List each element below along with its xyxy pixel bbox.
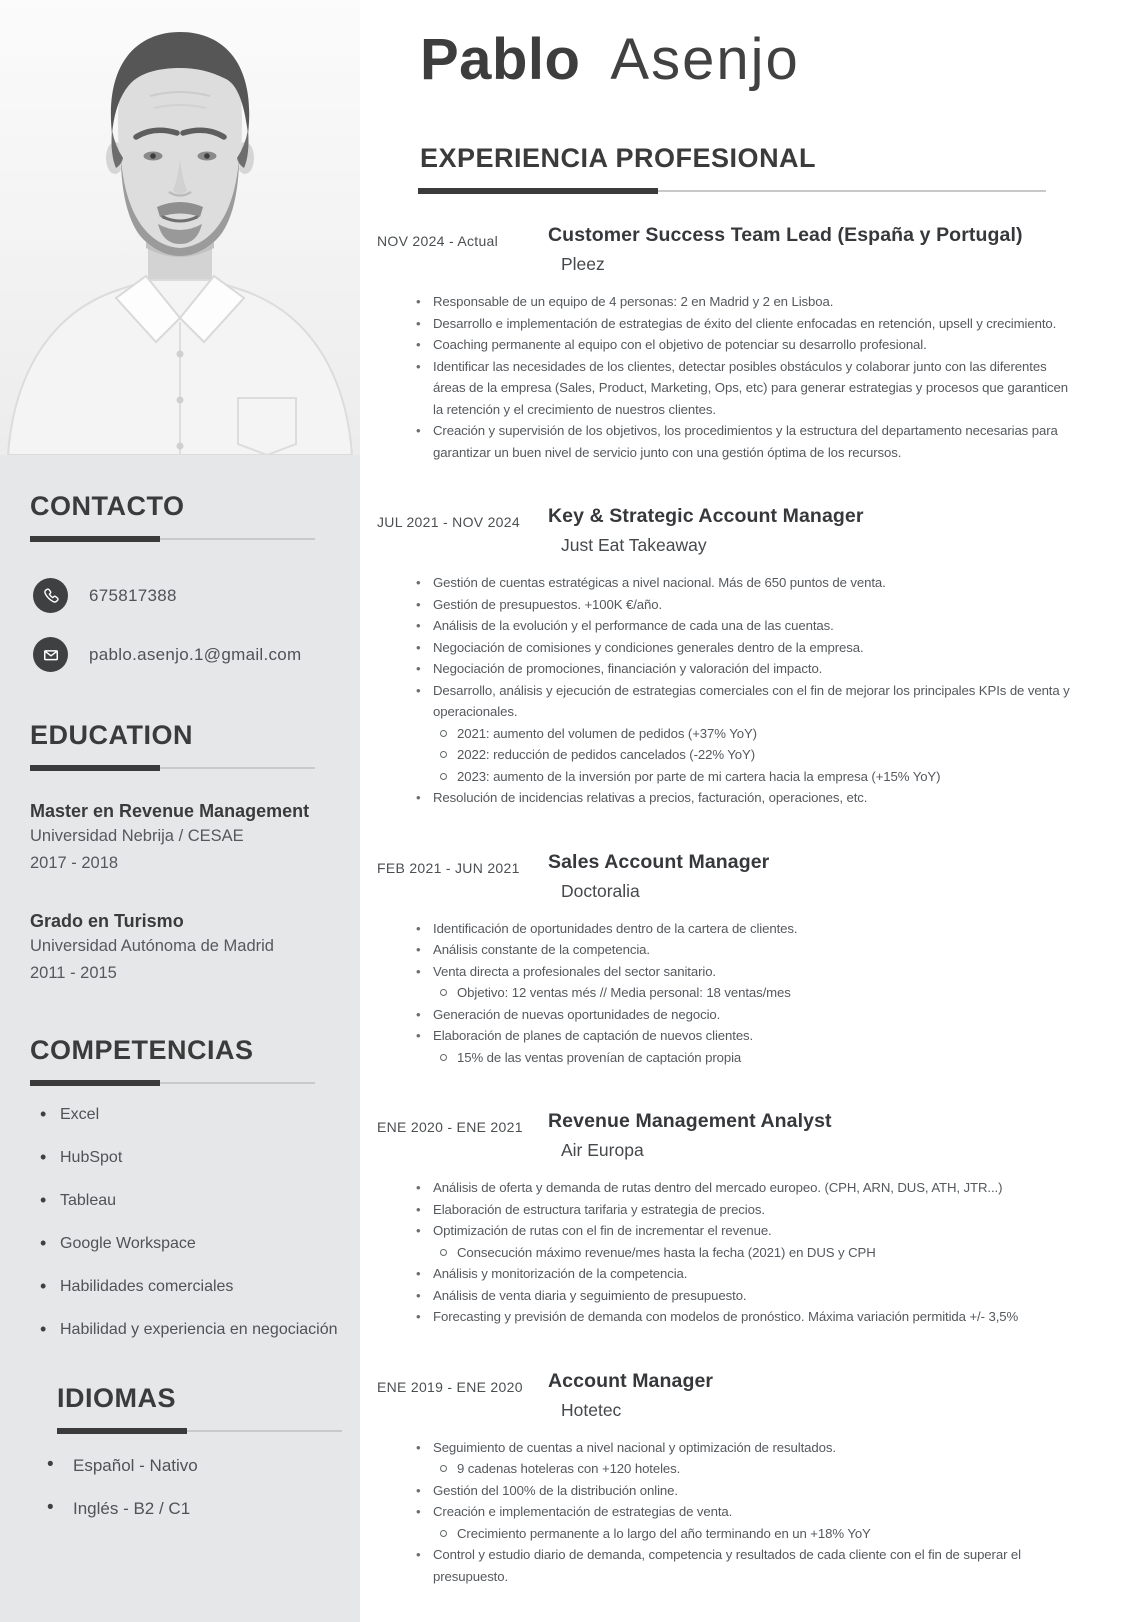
education-school: Universidad Nebrija / CESAE <box>30 827 244 845</box>
education-school: Universidad Autónoma de Madrid <box>30 937 274 955</box>
bullet-item: • Coaching permanente al equipo con el objetivo de potenciar su desarrollo profesional. <box>416 334 1075 356</box>
education-degree: Grado en Turismo <box>30 911 184 931</box>
bullet-item: • Análisis y monitorización de la competencia. <box>416 1263 1075 1285</box>
skill-item: • Excel <box>40 1106 348 1124</box>
sub-bullet-list <box>433 1458 1075 1480</box>
resume-main <box>360 0 1132 1622</box>
bullet-item: • Generación de nuevas oportunidades de negocio. <box>416 1004 1075 1026</box>
job-company: Hotetec <box>561 1399 622 1420</box>
job-company: Just Eat Takeaway <box>561 535 707 555</box>
education-years: 2011 - 2015 <box>30 964 117 982</box>
email-row <box>33 637 348 672</box>
job-header <box>360 1370 1132 1421</box>
sub-bullet-item: Crecimiento permanente a lo largo del año terminando en un +18% YoY <box>433 1523 1075 1545</box>
job-company: Doctoralia <box>561 880 640 901</box>
job-entry <box>360 1110 1132 1328</box>
first-name: Pablo <box>420 27 581 92</box>
job-company: Pleez <box>561 254 605 274</box>
bullet-item: • Negociación de promociones, financiación y valoración del impacto. <box>416 658 1075 680</box>
job-dates: FEB 2021 - JUN 2021 <box>377 859 520 876</box>
bullet-item: • Análisis constante de la competencia. <box>416 939 1075 961</box>
job-header <box>360 505 1132 556</box>
job-bullets <box>416 1437 1075 1588</box>
job-dates: ENE 2019 - ENE 2020 <box>377 1378 523 1395</box>
sub-bullet-list <box>433 1047 1075 1069</box>
sub-bullet-item: Objetivo: 12 ventas més // Media personal: 18 ventas/mes <box>433 982 1075 1004</box>
bullet-item: • Creación y supervisión de los objetivos, los procedimientos y la estructura del departamento necesarias para garantizar un buen nivel de servicio junto con una gestión óptima de los recursos. <box>416 420 1075 463</box>
job-dates: JUL 2021 - NOV 2024 <box>377 514 520 530</box>
bullet-item: • Creación e implementación de estrategias de venta. Crecimiento permanente a lo largo del año terminando en un +18% YoY <box>416 1501 1075 1544</box>
language-item: • Español - Nativo <box>47 1456 348 1475</box>
sidebar <box>0 0 360 1622</box>
sub-bullet-list <box>433 1242 1075 1264</box>
languages-rule <box>57 1428 342 1434</box>
experience-rule <box>418 188 1046 194</box>
sub-bullet-item: 15% de las ventas provenían de captación propia <box>433 1047 1075 1069</box>
bullet-item: • Desarrollo, análisis y ejecución de estrategias comerciales con el fin de mejorar los principales KPIs de venta y operacionales. 2021: aumento del volumen de pedidos (+37% YoY) 2022: reducción de pedidos cancelados (-22% YoY) 2023: aumento de la inversión por parte de mi cartera hacia la empresa (+15% YoY) <box>416 680 1075 788</box>
bullet-item: • Desarrollo e implementación de estrategias de éxito del cliente enfocadas en retención, upsell y crecimiento. <box>416 313 1075 335</box>
education-heading: EDUCATION <box>30 720 193 750</box>
job-title: Account Manager <box>548 1369 714 1392</box>
job-titles <box>548 851 769 902</box>
skills-list <box>40 1106 348 1339</box>
languages-section <box>57 1383 348 1518</box>
bullet-item: • Análisis de la evolución y el performance de cada una de las cuentas. <box>416 615 1075 637</box>
education-entry <box>30 909 348 987</box>
job-titles <box>548 1110 832 1161</box>
job-title: Revenue Management Analyst <box>548 1110 832 1132</box>
education-rule <box>30 765 315 771</box>
language-item: • Inglés - B2 / C1 <box>47 1499 348 1518</box>
job-bullets <box>416 918 1075 1069</box>
bullet-item: • Análisis de venta diaria y seguimiento de presupuesto. <box>416 1285 1075 1307</box>
job-header <box>360 851 1132 902</box>
sub-bullet-item: 2022: reducción de pedidos cancelados (-22% YoY) <box>433 744 1075 766</box>
bullet-item: • Gestión de cuentas estratégicas a nivel nacional. Más de 650 puntos de venta. <box>416 572 1075 594</box>
job-bullets <box>416 1177 1075 1328</box>
bullet-item: • Identificación de oportunidades dentro de la cartera de clientes. <box>416 918 1075 940</box>
education-list <box>30 799 348 987</box>
contact-section <box>30 491 348 672</box>
education-section <box>30 720 348 987</box>
sidebar-content <box>0 455 360 1518</box>
bullet-item: • Seguimiento de cuentas a nivel nacional y optimización de resultados. 9 cadenas hoteleras con +120 hoteles. <box>416 1437 1075 1480</box>
job-company: Air Europa <box>561 1140 644 1160</box>
email-address: pablo.asenjo.1@gmail.com <box>89 644 302 664</box>
skill-item: • Google Workspace <box>40 1235 348 1253</box>
job-titles <box>548 505 864 556</box>
bullet-item: • Control y estudio diario de demanda, competencia y resultados de cada cliente con el fin de superar el presupuesto. <box>416 1544 1075 1587</box>
bullet-item: • Gestión del 100% de la distribución online. <box>416 1480 1075 1502</box>
sub-bullet-list <box>433 1523 1075 1545</box>
skills-section <box>30 1035 348 1339</box>
job-dates: ENE 2020 - ENE 2021 <box>377 1119 523 1135</box>
bullet-item: • Análisis de oferta y demanda de rutas dentro del mercado europeo. (CPH, ARN, DUS, ATH, JTR...) <box>416 1177 1075 1199</box>
job-titles <box>548 1370 713 1421</box>
job-title: Customer Success Team Lead (España y Portugal) <box>548 224 1023 246</box>
last-name: Asenjo <box>610 27 800 92</box>
job-titles <box>548 224 1023 275</box>
job-bullets <box>416 572 1075 809</box>
skill-item: • Tableau <box>40 1192 348 1210</box>
bullet-item: • Venta directa a profesionales del sector sanitario. Objetivo: 12 ventas més // Media personal: 18 ventas/mes <box>416 961 1075 1004</box>
job-entry <box>360 1370 1132 1588</box>
experience-heading: EXPERIENCIA PROFESIONAL <box>420 143 817 173</box>
job-header <box>360 224 1132 275</box>
bullet-item: • Elaboración de planes de captación de nuevos clientes. 15% de las ventas provenían de captación propia <box>416 1025 1075 1068</box>
sub-bullet-item: 2023: aumento de la inversión por parte de mi cartera hacia la empresa (+15% YoY) <box>433 766 1075 788</box>
bullet-item: • Gestión de presupuestos. +100K €/año. <box>416 594 1075 616</box>
person-name <box>420 26 1132 93</box>
bullet-item: • Negociación de comisiones y condiciones generales dentro de la empresa. <box>416 637 1075 659</box>
sub-bullet-item: Consecución máximo revenue/mes hasta la fecha (2021) en DUS y CPH <box>433 1242 1075 1264</box>
email-icon <box>33 637 68 672</box>
education-degree: Master en Revenue Management <box>30 801 310 821</box>
skills-heading: COMPETENCIAS <box>30 1035 254 1065</box>
job-dates: NOV 2024 - Actual <box>377 233 499 249</box>
languages-heading: IDIOMAS <box>57 1383 177 1413</box>
bullet-item: • Optimización de rutas con el fin de incrementar el revenue. Consecución máximo revenue/mes hasta la fecha (2021) en DUS y CPH <box>416 1220 1075 1263</box>
sub-bullet-list <box>433 982 1075 1004</box>
skills-rule <box>30 1080 315 1086</box>
contact-rule <box>30 536 315 542</box>
bullet-item: • Responsable de un equipo de 4 personas: 2 en Madrid y 2 en Lisboa. <box>416 291 1075 313</box>
skill-item: • Habilidades comerciales <box>40 1278 348 1296</box>
job-bullets <box>416 291 1075 463</box>
sub-bullet-item: 9 cadenas hoteleras con +120 hoteles. <box>433 1458 1075 1480</box>
sub-bullet-list <box>433 723 1075 788</box>
education-years: 2017 - 2018 <box>30 854 119 872</box>
job-title: Key & Strategic Account Manager <box>548 505 864 527</box>
jobs-list <box>360 224 1132 1587</box>
phone-row <box>33 578 348 613</box>
phone-icon <box>33 578 68 613</box>
job-entry <box>360 505 1132 809</box>
bullet-item: • Forecasting y previsión de demanda con modelos de pronóstico. Máxima variación permitida +/- 3,5% <box>416 1306 1075 1328</box>
languages-list <box>47 1456 348 1518</box>
job-entry <box>360 851 1132 1069</box>
contact-heading: CONTACTO <box>30 491 185 521</box>
profile-photo <box>0 0 360 455</box>
job-header <box>360 1110 1132 1161</box>
bullet-item: • Resolución de incidencias relativas a precios, facturación, operaciones, etc. <box>416 787 1075 809</box>
job-entry <box>360 224 1132 463</box>
phone-number: 675817388 <box>89 585 177 605</box>
skill-item: • HubSpot <box>40 1149 348 1167</box>
skill-item: • Habilidad y experiencia en negociación <box>40 1321 348 1339</box>
sub-bullet-item: 2021: aumento del volumen de pedidos (+37% YoY) <box>433 723 1075 745</box>
bullet-item: • Elaboración de estructura tarifaria y estrategia de precios. <box>416 1199 1075 1221</box>
job-title: Sales Account Manager <box>548 850 770 873</box>
education-entry <box>30 799 348 877</box>
bullet-item: • Identificar las necesidades de los clientes, detectar posibles obstáculos y colaborar junto con las diferentes áreas de la empresa (Sales, Product, Marketing, Ops, etc) para generar estrategias y procesos que garanticen la retención y el crecimiento de nuestros clientes. <box>416 356 1075 421</box>
